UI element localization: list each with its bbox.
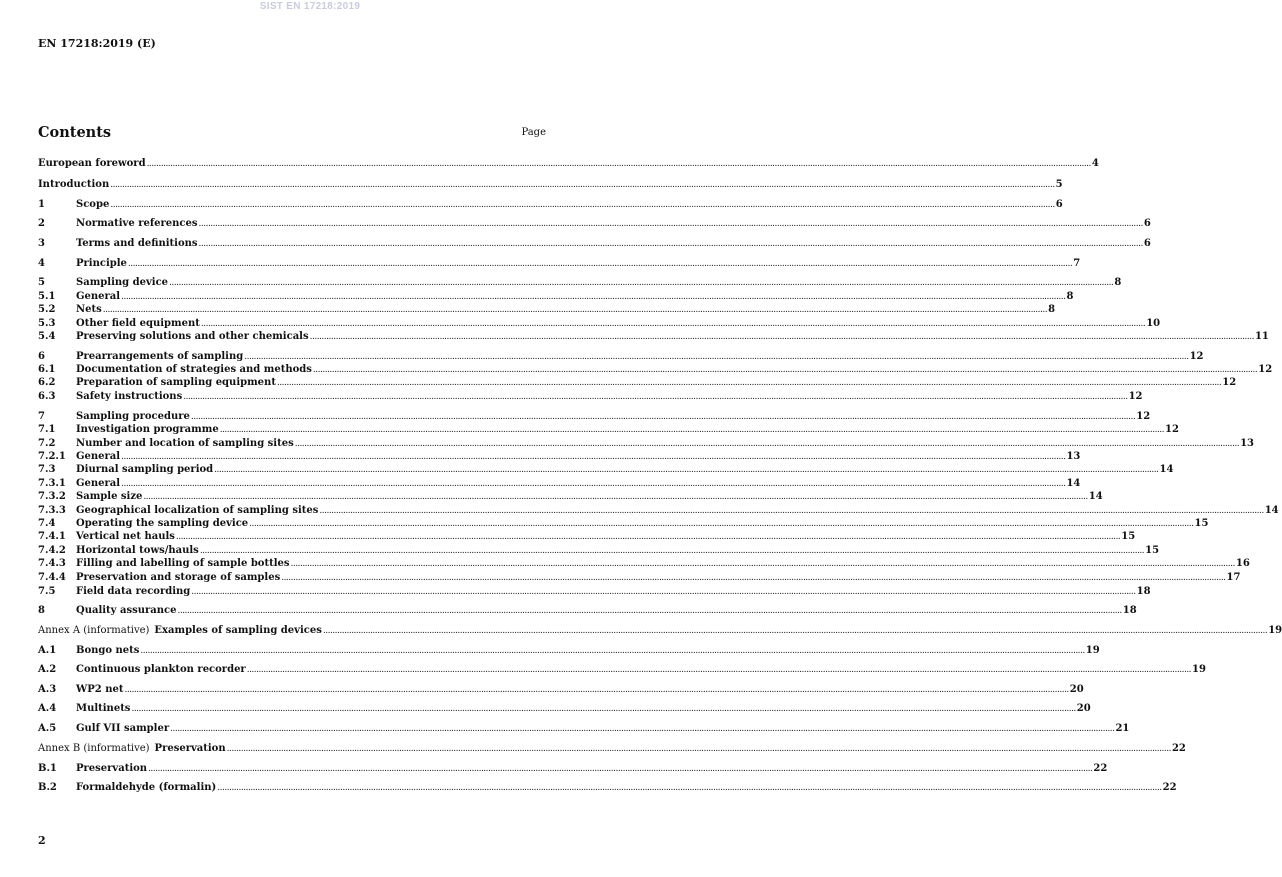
toc-entry[interactable] — [38, 422, 1179, 436]
toc-entry[interactable] — [38, 780, 1177, 794]
toc-entry[interactable] — [38, 302, 1056, 316]
toc-entry-title: Preservation and storage of samples — [76, 572, 281, 583]
toc-entry-title: Safety instructions — [76, 391, 183, 402]
toc-entry-page: 22 — [1171, 743, 1186, 754]
dot-leader: ................................................................................................................................................................................................................................................................................................................................................................................................................ — [131, 704, 1076, 714]
toc-entry-page: 15 — [1145, 545, 1160, 556]
toc-entry[interactable] — [38, 623, 1282, 637]
toc-entry-number: 5 — [38, 277, 45, 288]
toc-entry-number: 6.3 — [38, 391, 56, 402]
toc-entry-number: 6.2 — [38, 377, 56, 388]
toc-entry-page: 18 — [1136, 586, 1151, 597]
toc-entry-number: 2 — [38, 218, 45, 229]
toc-entry-title: Principle — [76, 258, 127, 269]
dot-leader: ................................................................................................................................................................................................................................................................................................................................................................................................................ — [249, 519, 1194, 529]
dot-leader: ................................................................................................................................................................................................................................................................................................................................................................................................................ — [200, 319, 1146, 329]
toc-entry-title: Documentation of strategies and methods — [76, 364, 312, 375]
toc-entry-page: 5 — [1055, 179, 1063, 190]
toc-entry[interactable] — [38, 236, 1151, 250]
toc-entry-number: 7.3.1 — [38, 478, 66, 489]
dot-leader: ................................................................................................................................................................................................................................................................................................................................................................................................................ — [140, 646, 1085, 656]
toc-entry[interactable] — [38, 436, 1254, 450]
toc-entry[interactable] — [38, 503, 1279, 517]
toc-entry-number: A.4 — [38, 703, 57, 714]
dot-leader: ................................................................................................................................................................................................................................................................................................................................................................................................................ — [244, 352, 1189, 362]
toc-entry-title: WP2 net — [76, 684, 124, 695]
toc-entry[interactable] — [38, 389, 1143, 403]
toc-entry-number: 7.4.4 — [38, 572, 66, 583]
toc-entry-number: 7.4 — [38, 518, 56, 529]
toc-entry-page: 17 — [1226, 572, 1241, 583]
toc-entry-number: 7.3.3 — [38, 505, 66, 516]
toc-entry-page: 13 — [1066, 451, 1081, 462]
dot-leader: ................................................................................................................................................................................................................................................................................................................................................................................................................ — [124, 685, 1069, 695]
toc-entry[interactable] — [38, 275, 1122, 289]
toc-entry[interactable] — [38, 316, 1161, 330]
toc-entry-number: 3 — [38, 238, 45, 249]
toc-entry[interactable] — [38, 489, 1103, 503]
toc-entry-page: 19 — [1268, 625, 1282, 636]
toc-entry[interactable] — [38, 256, 1081, 270]
dot-leader: ................................................................................................................................................................................................................................................................................................................................................................................................................ — [175, 532, 1121, 542]
toc-entry-page: 14 — [1088, 491, 1103, 502]
toc-entry-title: Bongo nets — [76, 645, 140, 656]
toc-entry[interactable] — [38, 543, 1160, 557]
toc-entry[interactable] — [38, 375, 1237, 389]
toc-entry-page: 20 — [1076, 703, 1091, 714]
toc-entry-title: Terms and definitions — [76, 238, 198, 249]
toc-entry-page: 14 — [1066, 478, 1081, 489]
toc-entry-title: General — [76, 478, 121, 489]
dot-leader: ................................................................................................................................................................................................................................................................................................................................................................................................................ — [294, 439, 1240, 449]
dot-leader: ................................................................................................................................................................................................................................................................................................................................................................................................................ — [170, 724, 1115, 734]
dot-leader: ................................................................................................................................................................................................................................................................................................................................................................................................................ — [246, 665, 1192, 675]
toc-entry-number: 5.1 — [38, 291, 56, 302]
toc-entry-page: 8 — [1048, 304, 1056, 315]
dot-leader: ................................................................................................................................................................................................................................................................................................................................................................................................................ — [110, 180, 1055, 190]
toc-entry-number: 7.4.1 — [38, 531, 66, 542]
dot-leader: ................................................................................................................................................................................................................................................................................................................................................................................................................ — [121, 292, 1066, 302]
toc-entry-number: 7.1 — [38, 424, 56, 435]
dot-leader: ................................................................................................................................................................................................................................................................................................................................................................................................................ — [199, 546, 1145, 556]
dot-leader: ................................................................................................................................................................................................................................................................................................................................................................................................................ — [198, 219, 1143, 229]
toc-entry[interactable] — [38, 556, 1250, 570]
toc-entry-title: Field data recording — [76, 586, 191, 597]
toc-entry-title: Sample size — [76, 491, 143, 502]
toc-entry-title: Continuous plankton recorder — [76, 664, 246, 675]
toc-entry-number: 4 — [38, 258, 45, 269]
dot-leader: ................................................................................................................................................................................................................................................................................................................................................................................................................ — [190, 412, 1136, 422]
toc-entry[interactable] — [38, 741, 1186, 755]
toc-entry[interactable] — [38, 721, 1130, 735]
toc-entry-page: 4 — [1091, 158, 1099, 169]
toc-entry[interactable] — [38, 529, 1136, 543]
toc-entry-page: 6 — [1055, 199, 1063, 210]
dot-leader: ................................................................................................................................................................................................................................................................................................................................................................................................................ — [312, 365, 1258, 375]
toc-entry-number: 7.3.2 — [38, 491, 66, 502]
toc-entry-title: Diurnal sampling period — [76, 464, 214, 475]
dot-leader: ................................................................................................................................................................................................................................................................................................................................................................................................................ — [191, 587, 1136, 597]
toc-entry-title: Quality assurance — [76, 605, 177, 616]
dot-leader: ................................................................................................................................................................................................................................................................................................................................................................................................................ — [110, 200, 1055, 210]
toc-entry-title: Horizontal tows/hauls — [76, 545, 199, 556]
toc-entry-annex-label: Annex B (informative) Preservation — [38, 743, 226, 754]
toc-entry-title: Introduction — [38, 179, 110, 190]
dot-leader: ................................................................................................................................................................................................................................................................................................................................................................................................................ — [143, 492, 1088, 502]
dot-leader: ................................................................................................................................................................................................................................................................................................................................................................................................................ — [281, 573, 1226, 583]
dot-leader: ................................................................................................................................................................................................................................................................................................................................................................................................................ — [276, 378, 1222, 388]
toc-entry-title: Investigation programme — [76, 424, 219, 435]
toc-entry-page: 22 — [1093, 763, 1108, 774]
toc-entry-title: Nets — [76, 304, 102, 315]
toc-entry-page: 16 — [1235, 558, 1250, 569]
toc-entry-number: 5.2 — [38, 304, 56, 315]
toc-entry-title: Sampling device — [76, 277, 169, 288]
toc-entry-page: 19 — [1192, 664, 1206, 675]
toc-entry[interactable] — [38, 570, 1241, 584]
toc-entry-title: European foreword — [38, 158, 146, 169]
dot-leader: ................................................................................................................................................................................................................................................................................................................................................................................................................ — [177, 606, 1122, 616]
toc-entry-page: 20 — [1069, 684, 1084, 695]
toc-entry-page: 8 — [1066, 291, 1074, 302]
toc-entry[interactable] — [38, 584, 1151, 598]
toc-entry-title: Normative references — [76, 218, 198, 229]
toc-entry-title: Prearrangements of sampling — [76, 351, 244, 362]
toc-entry[interactable] — [38, 682, 1084, 696]
toc-entry-annex-label: Annex A (informative) Examples of sampling devices — [38, 625, 322, 636]
toc-entry-number: 7.5 — [38, 586, 56, 597]
dot-leader: ................................................................................................................................................................................................................................................................................................................................................................................................................ — [121, 479, 1066, 489]
toc-entry-number: 5.4 — [38, 331, 56, 342]
toc-entry-page: 12 — [1222, 377, 1237, 388]
toc-entry-title: Gulf VII sampler — [76, 723, 170, 734]
toc-entry[interactable] — [38, 701, 1091, 715]
toc-entry[interactable] — [38, 349, 1204, 363]
toc-entry-number: 7 — [38, 411, 45, 422]
dot-leader: ................................................................................................................................................................................................................................................................................................................................................................................................................ — [102, 305, 1048, 315]
toc-entry-page: 11 — [1254, 331, 1269, 342]
toc-entry[interactable] — [38, 643, 1100, 657]
toc-entry-page: 6 — [1143, 238, 1151, 249]
toc-entry[interactable] — [38, 362, 1273, 376]
toc-entry-title: Preparation of sampling equipment — [76, 377, 276, 388]
toc-entry-number: 6.1 — [38, 364, 56, 375]
contents-heading: Contents — [38, 124, 112, 141]
toc-entry[interactable] — [38, 409, 1151, 423]
toc-entry-page: 8 — [1114, 277, 1122, 288]
dot-leader: ................................................................................................................................................................................................................................................................................................................................................................................................................ — [322, 626, 1268, 636]
dot-leader: ................................................................................................................................................................................................................................................................................................................................................................................................................ — [319, 506, 1264, 516]
dot-leader: ................................................................................................................................................................................................................................................................................................................................................................................................................ — [226, 744, 1171, 754]
toc-entry-number: B.2 — [38, 782, 57, 793]
toc-entry[interactable] — [38, 603, 1137, 617]
dot-leader: ................................................................................................................................................................................................................................................................................................................................................................................................................ — [146, 159, 1091, 169]
toc-entry[interactable] — [38, 216, 1151, 230]
toc-entry-number: 7.2 — [38, 438, 56, 449]
toc-entry-title: General — [76, 291, 121, 302]
toc-entry-number: 1 — [38, 199, 45, 210]
dot-leader: ................................................................................................................................................................................................................................................................................................................................................................................................................ — [219, 425, 1165, 435]
toc-entry-page: 14 — [1159, 464, 1174, 475]
toc-entry-title: Preservation — [76, 763, 148, 774]
dot-leader: ................................................................................................................................................................................................................................................................................................................................................................................................................ — [214, 465, 1159, 475]
watermark: SIST EN 17218:2019 — [259, 1, 361, 12]
toc-entry[interactable] — [38, 177, 1063, 191]
dot-leader: ................................................................................................................................................................................................................................................................................................................................................................................................................ — [169, 278, 1114, 288]
toc-entry-title: Multinets — [76, 703, 131, 714]
toc-entry-title: Preserving solutions and other chemicals — [76, 331, 309, 342]
toc-entry-title: Sampling procedure — [76, 411, 190, 422]
toc-entry-page: 15 — [1121, 531, 1136, 542]
toc-entry-title: Operating the sampling device — [76, 518, 249, 529]
toc-entry[interactable] — [38, 197, 1063, 211]
toc-entry[interactable] — [38, 462, 1174, 476]
toc-entry-page: 12 — [1128, 391, 1143, 402]
toc-entry-page: 12 — [1258, 364, 1273, 375]
toc-entry-page: 15 — [1194, 518, 1209, 529]
dot-leader: ................................................................................................................................................................................................................................................................................................................................................................................................................ — [148, 764, 1093, 774]
toc-entry[interactable] — [38, 761, 1108, 775]
toc-entry-page: 14 — [1264, 505, 1279, 516]
toc-entry-title: Filling and labelling of sample bottles — [76, 558, 290, 569]
dot-leader: ................................................................................................................................................................................................................................................................................................................................................................................................................ — [309, 332, 1254, 342]
toc-entry-page: 22 — [1162, 782, 1177, 793]
toc-entry[interactable] — [38, 516, 1209, 530]
dot-leader: ................................................................................................................................................................................................................................................................................................................................................................................................................ — [127, 259, 1073, 269]
toc-entry-title: Formaldehyde (formalin) — [76, 782, 217, 793]
toc-entry[interactable] — [38, 156, 1099, 170]
toc-entry-title: Scope — [76, 199, 110, 210]
toc-entry-title: Geographical localization of sampling sites — [76, 505, 319, 516]
toc-entry-number: A.5 — [38, 723, 57, 734]
dot-leader: ................................................................................................................................................................................................................................................................................................................................................................................................................ — [121, 452, 1066, 462]
toc-entry-number: B.1 — [38, 763, 57, 774]
toc-entry-page: 7 — [1073, 258, 1081, 269]
page-column-label: Page — [521, 127, 546, 138]
toc-entry[interactable] — [38, 476, 1081, 490]
toc-entry-page: 18 — [1122, 605, 1137, 616]
toc-entry-number: 5.3 — [38, 318, 56, 329]
toc-entry-number: 7.2.1 — [38, 451, 66, 462]
toc-entry-title: Other field equipment — [76, 318, 200, 329]
toc-entry-number: 7.4.3 — [38, 558, 66, 569]
toc-entry-title: Number and location of sampling sites — [76, 438, 294, 449]
toc-entry-page: 19 — [1085, 645, 1100, 656]
toc-entry-page: 13 — [1240, 438, 1254, 449]
dot-leader: ................................................................................................................................................................................................................................................................................................................................................................................................................ — [290, 559, 1235, 569]
document-id: EN 17218:2019 (E) — [38, 37, 156, 50]
dot-leader: ................................................................................................................................................................................................................................................................................................................................................................................................................ — [217, 783, 1162, 793]
dot-leader: ................................................................................................................................................................................................................................................................................................................................................................................................................ — [198, 239, 1143, 249]
page-number: 2 — [38, 834, 46, 847]
toc-entry[interactable] — [38, 449, 1081, 463]
toc-entry-page: 21 — [1115, 723, 1130, 734]
toc-entry-page: 6 — [1143, 218, 1151, 229]
toc-entry-title: Vertical net hauls — [76, 531, 175, 542]
toc-entry-number: A.3 — [38, 684, 57, 695]
toc-entry-number: 8 — [38, 605, 45, 616]
toc-entry[interactable] — [38, 289, 1074, 303]
toc-entry-number: 6 — [38, 351, 45, 362]
toc-entry[interactable] — [38, 662, 1206, 676]
toc-entry-number: A.2 — [38, 664, 57, 675]
toc-entry-page: 12 — [1136, 411, 1151, 422]
toc-entry-page: 12 — [1189, 351, 1204, 362]
toc-entry-page: 12 — [1165, 424, 1179, 435]
toc-entry-number: 7.4.2 — [38, 545, 66, 556]
toc-entry-number: A.1 — [38, 645, 57, 656]
toc-entry-number: 7.3 — [38, 464, 56, 475]
toc-entry-page: 10 — [1146, 318, 1161, 329]
toc-entry[interactable] — [38, 329, 1269, 343]
dot-leader: ................................................................................................................................................................................................................................................................................................................................................................................................................ — [183, 392, 1128, 402]
toc-entry-title: General — [76, 451, 121, 462]
